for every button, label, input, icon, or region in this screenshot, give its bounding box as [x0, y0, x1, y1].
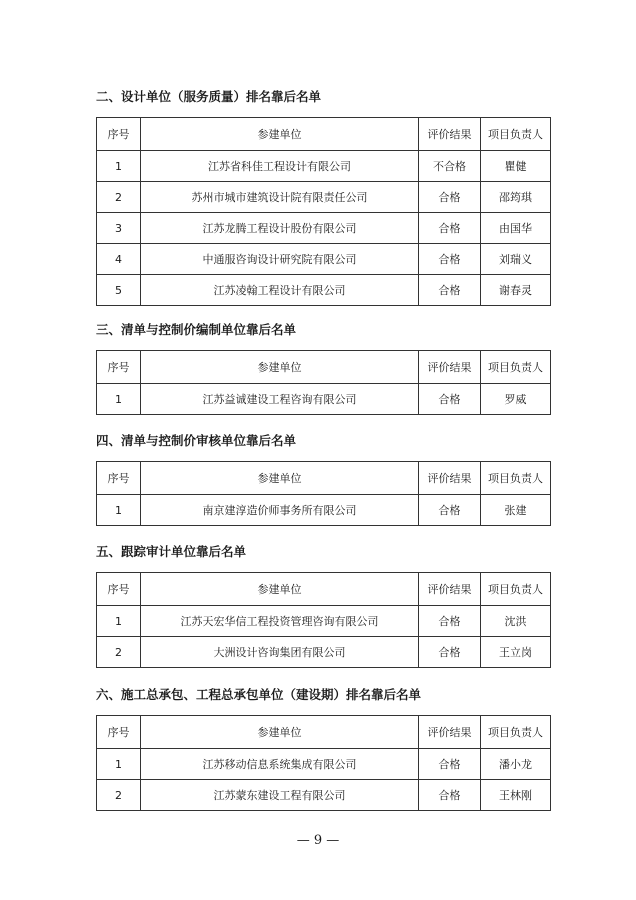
cell-seq: 2	[97, 780, 141, 811]
page-number: — 9 —	[296, 833, 340, 848]
cell-result: 合格	[419, 213, 481, 244]
header-seq: 序号	[97, 351, 141, 384]
cell-leader: 沈洪	[481, 606, 551, 637]
cell-result: 合格	[419, 244, 481, 275]
ranking-table	[96, 350, 551, 415]
cell-seq: 3	[97, 213, 141, 244]
header-seq: 序号	[97, 573, 141, 606]
cell-unit: 南京建淳造价师事务所有限公司	[141, 495, 419, 526]
cell-result: 合格	[419, 749, 481, 780]
cell-result: 合格	[419, 182, 481, 213]
cell-seq: 2	[97, 637, 141, 668]
ranking-table	[96, 461, 551, 526]
section-bill-compilation-units	[96, 322, 550, 415]
cell-unit: 苏州市城市建筑设计院有限责任公司	[141, 182, 419, 213]
cell-result: 合格	[419, 606, 481, 637]
table-header-row	[97, 118, 551, 151]
cell-leader: 罗威	[481, 384, 551, 415]
cell-result: 合格	[419, 495, 481, 526]
header-seq: 序号	[97, 716, 141, 749]
ranking-table	[96, 572, 551, 668]
section-title: 二、设计单位（服务质量）排名靠后名单	[96, 89, 322, 104]
cell-result: 不合格	[419, 151, 481, 182]
header-result: 评价结果	[419, 716, 481, 749]
table-row	[97, 182, 551, 213]
header-seq: 序号	[97, 462, 141, 495]
cell-seq: 2	[97, 182, 141, 213]
cell-leader: 张建	[481, 495, 551, 526]
cell-seq: 5	[97, 275, 141, 306]
ranking-table	[96, 117, 551, 306]
cell-result: 合格	[419, 384, 481, 415]
header-unit: 参建单位	[141, 118, 419, 151]
table-header-row	[97, 351, 551, 384]
section-title: 三、清单与控制价编制单位靠后名单	[96, 322, 297, 337]
section-title: 五、跟踪审计单位靠后名单	[96, 544, 247, 559]
header-leader: 项目负责人	[481, 462, 551, 495]
cell-unit: 大洲设计咨询集团有限公司	[141, 637, 419, 668]
cell-result: 合格	[419, 637, 481, 668]
header-leader: 项目负责人	[481, 118, 551, 151]
cell-leader: 潘小龙	[481, 749, 551, 780]
cell-leader: 瞿健	[481, 151, 551, 182]
cell-leader: 邵筠琪	[481, 182, 551, 213]
section-title: 四、清单与控制价审核单位靠后名单	[96, 433, 297, 448]
table-row	[97, 606, 551, 637]
table-row	[97, 749, 551, 780]
cell-unit: 江苏益诚建设工程咨询有限公司	[141, 384, 419, 415]
table-row	[97, 495, 551, 526]
cell-unit: 江苏移动信息系统集成有限公司	[141, 749, 419, 780]
cell-unit: 中通服咨询设计研究院有限公司	[141, 244, 419, 275]
table-header-row	[97, 462, 551, 495]
header-unit: 参建单位	[141, 573, 419, 606]
cell-leader: 由国华	[481, 213, 551, 244]
cell-result: 合格	[419, 275, 481, 306]
cell-unit: 江苏凌翰工程设计有限公司	[141, 275, 419, 306]
cell-seq: 1	[97, 495, 141, 526]
table-row	[97, 213, 551, 244]
cell-seq: 1	[97, 606, 141, 637]
table-row	[97, 275, 551, 306]
section-design-units	[96, 89, 550, 306]
cell-leader: 刘瑞义	[481, 244, 551, 275]
cell-unit: 江苏龙腾工程设计股份有限公司	[141, 213, 419, 244]
cell-leader: 谢春灵	[481, 275, 551, 306]
header-seq: 序号	[97, 118, 141, 151]
table-row	[97, 780, 551, 811]
cell-seq: 1	[97, 151, 141, 182]
cell-unit: 江苏蒙东建设工程有限公司	[141, 780, 419, 811]
cell-result: 合格	[419, 780, 481, 811]
header-result: 评价结果	[419, 118, 481, 151]
header-unit: 参建单位	[141, 462, 419, 495]
table-row	[97, 244, 551, 275]
header-leader: 项目负责人	[481, 351, 551, 384]
header-unit: 参建单位	[141, 351, 419, 384]
table-header-row	[97, 716, 551, 749]
section-contractor-units	[96, 687, 550, 811]
header-unit: 参建单位	[141, 716, 419, 749]
cell-leader: 王林刚	[481, 780, 551, 811]
table-header-row	[97, 573, 551, 606]
header-leader: 项目负责人	[481, 716, 551, 749]
section-bill-review-units	[96, 433, 550, 526]
cell-leader: 王立岗	[481, 637, 551, 668]
header-leader: 项目负责人	[481, 573, 551, 606]
table-row	[97, 384, 551, 415]
ranking-table	[96, 715, 551, 811]
cell-seq: 1	[97, 384, 141, 415]
header-result: 评价结果	[419, 573, 481, 606]
cell-seq: 4	[97, 244, 141, 275]
cell-seq: 1	[97, 749, 141, 780]
section-tracking-audit-units	[96, 544, 550, 668]
header-result: 评价结果	[419, 462, 481, 495]
table-row	[97, 151, 551, 182]
header-result: 评价结果	[419, 351, 481, 384]
section-title: 六、施工总承包、工程总承包单位（建设期）排名靠后名单	[96, 687, 422, 702]
cell-unit: 江苏省科佳工程设计有限公司	[141, 151, 419, 182]
table-row	[97, 637, 551, 668]
cell-unit: 江苏天宏华信工程投资管理咨询有限公司	[141, 606, 419, 637]
